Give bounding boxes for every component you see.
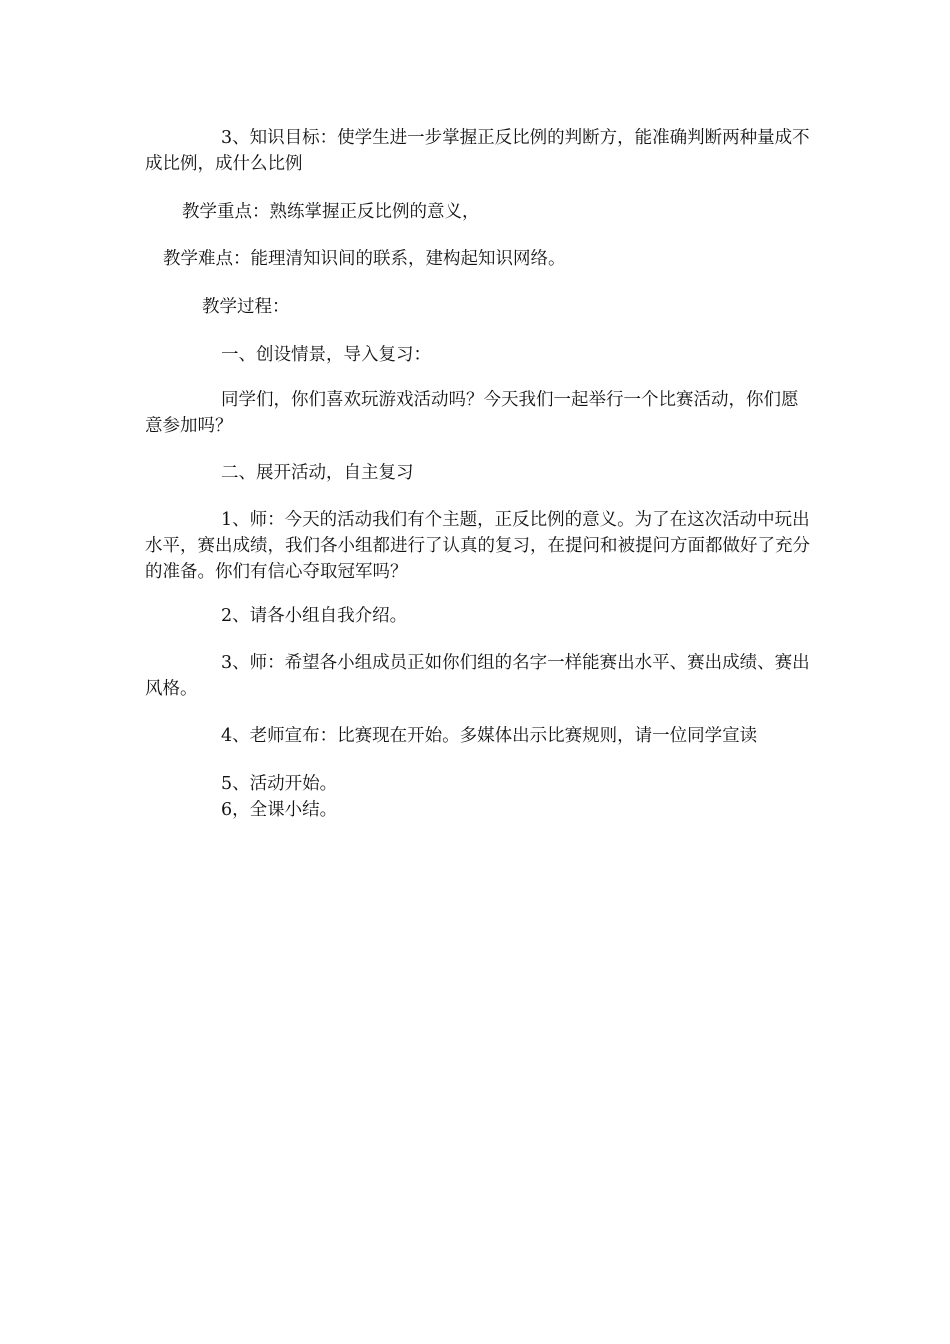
- step-1-paragraph: 1、师：今天的活动我们有个主题，正反比例的意义。为了在这次活动中玩出水平，赛出成绩，我们各小组都进行了认真的复习，在提问和被提问方面都做好了充分的准备。你们有信心夺取冠军吗？: [145, 510, 810, 582]
- knowledge-goal-paragraph: 3、知识目标：使学生进一步掌握正反比例的判断方，能准确判断两种量成不成比例，成什么比例: [145, 128, 810, 174]
- step-6-paragraph: 6，全课小结。: [221, 800, 338, 820]
- teaching-focus-paragraph: 教学重点：熟练掌握正反比例的意义，: [182, 202, 480, 222]
- section-one-heading: 一、创设情景，导入复习：: [221, 345, 431, 365]
- step-4-paragraph: 4、老师宣布：比赛现在开始。多媒体出示比赛规则，请一位同学宣读: [221, 726, 758, 746]
- step-3-paragraph: 3、师：希望各小组成员正如你们组的名字一样能赛出水平、赛出成绩、赛出风格。: [145, 653, 810, 699]
- step-5-paragraph: 5、活动开始。: [221, 774, 338, 794]
- teaching-process-heading: 教学过程：: [202, 297, 290, 317]
- step-2-paragraph: 2、请各小组自我介绍。: [221, 606, 408, 626]
- teaching-difficulty-paragraph: 教学难点：能理清知识间的联系，建构起知识网络。: [163, 249, 566, 269]
- section-two-heading: 二、展开活动，自主复习: [221, 463, 414, 483]
- intro-paragraph: 同学们，你们喜欢玩游戏活动吗？今天我们一起举行一个比赛活动，你们愿意参加吗？: [145, 390, 799, 436]
